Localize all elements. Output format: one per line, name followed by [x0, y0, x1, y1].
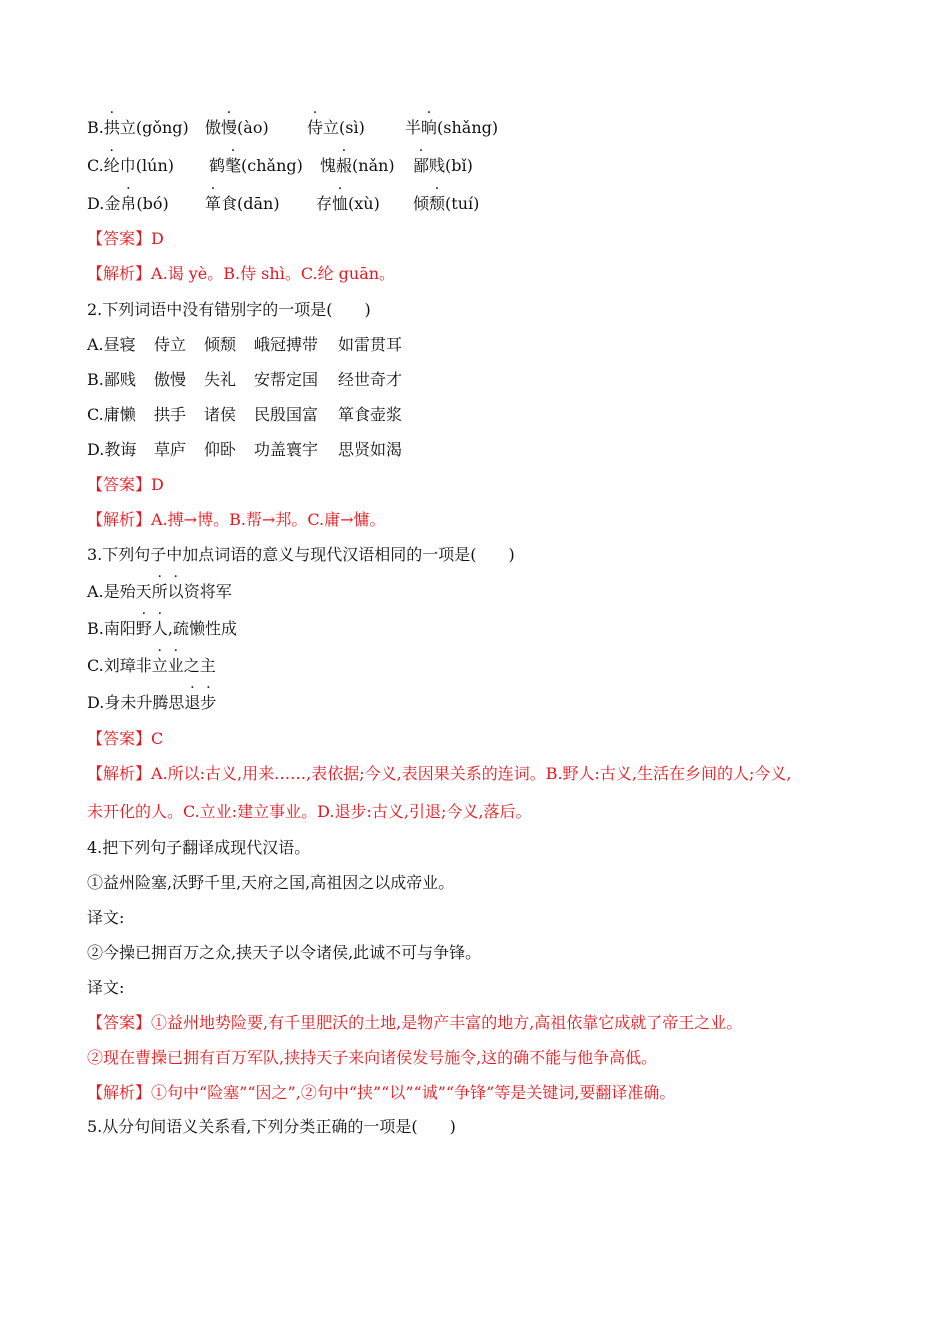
dotted-char: 晌 — [421, 118, 438, 137]
option-label: D. — [87, 194, 105, 213]
q1-analysis: 【解析】A.谒 yè。B.侍 shì。C.纶 guān。 — [87, 264, 396, 283]
dotted-char: 野 — [135, 619, 152, 638]
q3-answer: 【答案】C — [87, 729, 164, 748]
answer-tag: 【答案】 — [87, 729, 152, 748]
q3-analysis-line2: 未开化的人。C.立业:建立事业。D.退步:古义,引退;今义,落后。 — [87, 802, 532, 821]
document-page: B.拱立(gǒng) 傲慢(ào) 侍立(sì) 半晌(shǎng) C.纶巾(lún) 鹤氅(chǎng) 愧赧(nǎn) 鄙贱(bǐ) D.金帛(bó) 箪食(dān) 存恤(xù) 倾颓(tuí) 【答案】D 【解析】A.谒 yè。B.侍 shì。C.纶 guān。 2.下列词语中没有错别字的一项是( ) A.昼寝 侍立 倾颓 峨冠搏带 如雷贯耳 B.鄙贱 傲慢 失礼 安帮定国 经世奇才 C.庸懒 拱手 诸侯 民殷国富 箪食壶浆 D.教诲 草庐 仰卧 功盖寰宇 思贤如渴 【答案】D 【解析】A.搏→博。B.帮→邦。C.庸→慵。 3.下列句子中加点词语的意义与现代汉语相同的一项是( ) A.是殆天所以资将军 B.南阳野人,疏懒性成 C.刘璋非立业之主 D.身未升腾思退步 【答案】C 【解析】A.所以:古义,用来……,表依据;今义,表因果关系的连词。B.野人:古义,生活在乡间的人;今义, 未开化的人。C.立业:建立事业。D.退步:古义,引退;今义,落后。 4.把下列句子翻译成现代汉语。 ①益州险塞,沃野千里,天府之国,高祖因之以成帝业。 译文: ②今操已拥百万之众,挟天子以令诸侯,此诚不可与争锋。 译文: 【答案】①益州地势险要,有千里肥沃的土地,是物产丰富的地方,高祖依靠它成就了帝王之业。 ②现在曹操已拥有百万军队,挟持天子来向诸侯发号施令,这的确不能与他争高低。 【解析】①句中“险塞”“因之”,②句中“挟”“以”“诚”“争锋”等是关键词,要翻译准确。 5.从分句间语义关系看,下列分类正确的一项是( ) — [87, 118, 792, 1136]
q4-translation-label-1: 译文: — [87, 908, 125, 927]
option-label: B. — [87, 118, 104, 137]
q5-stem: 5.从分句间语义关系看,下列分类正确的一项是( ) — [87, 1117, 456, 1136]
dotted-char: 侍 — [307, 118, 324, 137]
dotted-char: 拱 — [103, 118, 120, 137]
analysis-tag: 【解析】 — [87, 1083, 152, 1102]
dotted-char: 颓 — [429, 194, 446, 213]
analysis-tag: 【解析】 — [87, 510, 152, 529]
q4-answer-line2: ②现在曹操已拥有百万军队,挟持天子来向诸侯发号施令,这的确不能与他争高低。 — [87, 1048, 658, 1067]
q4-answer: 【答案】①益州地势险要,有千里肥沃的土地,是物产丰富的地方,高祖依靠它成就了帝王之业。 — [87, 1013, 743, 1032]
dotted-char: 立 — [151, 656, 168, 675]
analysis-tag: 【解析】 — [87, 764, 152, 783]
dotted-char: 业 — [167, 656, 184, 675]
q1-answer: 【答案】D — [87, 229, 164, 248]
dotted-char: 所 — [151, 582, 168, 601]
q3-option-c: C.刘璋非立业之主 — [87, 656, 216, 675]
dotted-char: 退 — [184, 693, 201, 712]
dotted-char: 帛 — [120, 194, 137, 213]
q3-stem: 3.下列句子中加点词语的意义与现代汉语相同的一项是( ) — [87, 545, 515, 564]
dotted-char: 赧 — [336, 156, 353, 175]
dotted-char: 慢 — [221, 118, 238, 137]
q2-stem: 2.下列词语中没有错别字的一项是( ) — [87, 300, 371, 319]
q4-stem: 4.把下列句子翻译成现代汉语。 — [87, 838, 311, 857]
q4-translation-label-2: 译文: — [87, 978, 125, 997]
dotted-char: 鄙 — [413, 156, 430, 175]
answer-tag: 【答案】 — [87, 1013, 152, 1032]
answer-tag: 【答案】 — [87, 229, 152, 248]
q2-analysis: 【解析】A.搏→博。B.帮→邦。C.庸→慵。 — [87, 510, 386, 529]
q3-option-b: B.南阳野人,疏懒性成 — [87, 619, 237, 638]
q4-analysis: 【解析】①句中“险塞”“因之”,②句中“挟”“以”“诚”“争锋”等是关键词,要翻译准确。 — [87, 1083, 676, 1102]
dotted-char: 以 — [167, 582, 184, 601]
dotted-char: 箪 — [205, 194, 222, 213]
q3-option-a: A.是殆天所以资将军 — [87, 582, 232, 601]
dotted-char: 恤 — [332, 194, 349, 213]
analysis-tag: 【解析】 — [87, 264, 152, 283]
dotted-char: 人 — [151, 619, 168, 638]
dotted-char: 氅 — [225, 156, 242, 175]
dotted-char: 纶 — [103, 156, 120, 175]
option-label: C. — [87, 156, 104, 175]
answer-tag: 【答案】 — [87, 475, 152, 494]
q4-sentence-1: ①益州险塞,沃野千里,天府之国,高祖因之以成帝业。 — [87, 873, 455, 892]
q3-analysis-line1: 【解析】A.所以:古义,用来……,表依据;今义,表因果关系的连词。B.野人:古义,生活在乡间的人;今义, — [87, 764, 792, 783]
q4-sentence-2: ②今操已拥百万之众,挟天子以令诸侯,此诚不可与争锋。 — [87, 943, 482, 962]
q2-answer: 【答案】D — [87, 475, 164, 494]
dotted-char: 步 — [200, 693, 217, 712]
q3-option-d: D.身未升腾思退步 — [87, 693, 217, 712]
